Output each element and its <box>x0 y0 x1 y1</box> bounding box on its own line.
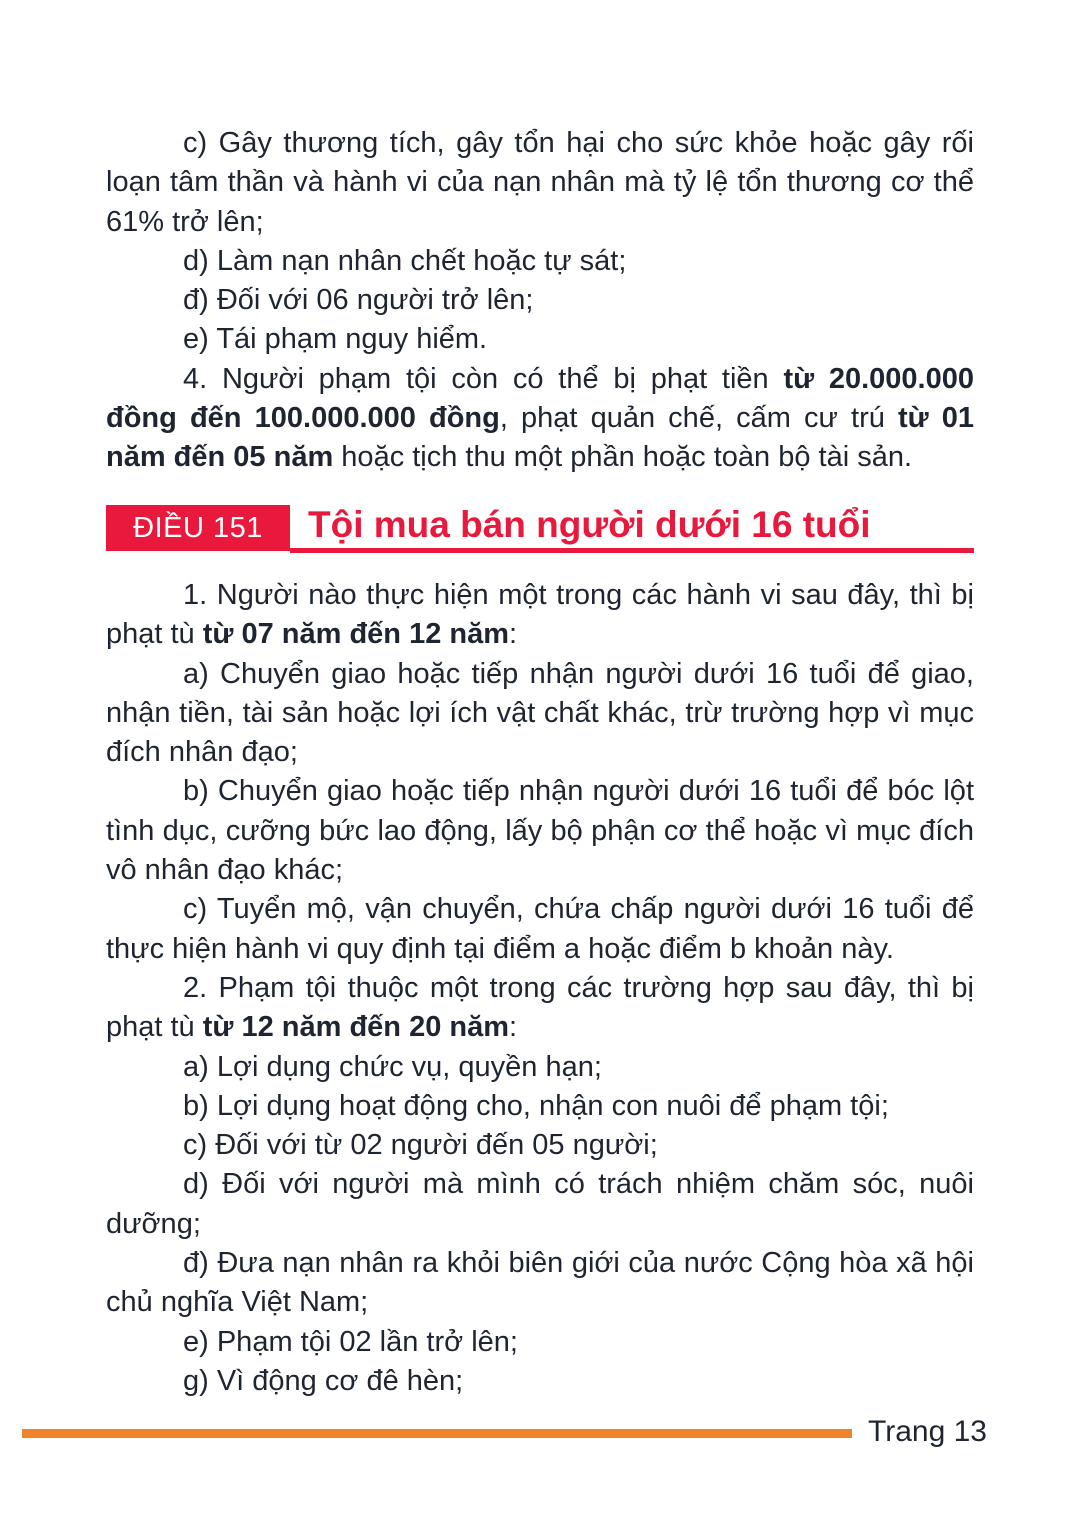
top-section <box>106 124 974 478</box>
clause-1 <box>106 576 974 655</box>
clause-2-text-2: : <box>509 1011 518 1044</box>
item-e: e) Tái phạm nguy hiểm. <box>183 323 488 356</box>
article-title: Tội mua bán người dưới 16 tuổi <box>308 504 871 545</box>
item-d: d) Làm nạn nhân chết hoặc tự sát; <box>183 244 627 277</box>
clause-2-item-e: e) Phạm tội 02 lần trở lên; <box>183 1325 518 1358</box>
item-dd: đ) Đối với 06 người trở lên; <box>183 284 534 317</box>
clause-2-item-a: a) Lợi dụng chức vụ, quyền hạn; <box>183 1050 602 1083</box>
article-body <box>106 576 974 1401</box>
clause-2-item-c: c) Đối với từ 02 người đến 05 người; <box>183 1129 658 1162</box>
clause-2-item-b: b) Lợi dụng hoạt động cho, nhận con nuôi để phạm tội; <box>183 1089 889 1122</box>
clause-2-penalty: từ 12 năm đến 20 năm <box>202 1011 510 1044</box>
article-badge: ĐIỀU 151 <box>106 505 290 551</box>
clause-1-penalty: từ 07 năm đến 12 năm <box>202 618 510 651</box>
clause-4-text-1: 4. Người phạm tội còn có thể bị phạt tiền <box>183 362 784 395</box>
clause-2-item-g: g) Vì động cơ đê hèn; <box>183 1364 464 1397</box>
clause-1-item-b: b) Chuyển giao hoặc tiếp nhận người dưới 16 tuổi để bóc lột tình dục, cưỡng bức lao động, lấy bộ phận cơ thể hoặc vì mục đích vô nhân đạo khác; <box>106 775 974 887</box>
clause-1-text-1: 1. Người nào thực hiện một trong các hành vi sau đây, thì bị phạt tù <box>106 579 974 651</box>
clause-4-text-3: hoặc tịch thu một phần hoặc toàn bộ tài sản. <box>333 441 913 474</box>
clause-4-fine-range: từ 20.000.000 đồng đến 100.000.000 đồng <box>106 362 975 435</box>
item-c: c) Gây thương tích, gây tổn hại cho sức khỏe hoặc gây rối loạn tâm thần và hành vi của nạn nhân mà tỷ lệ tổn thương cơ thể 61% trở lên; <box>106 127 974 238</box>
clause-4-text-2: , phạt quản chế, cấm cư trú <box>499 402 898 435</box>
page-number: Trang 13 <box>868 1415 987 1448</box>
clause-4-term-range: từ 01 năm đến 05 năm <box>106 402 974 474</box>
footer-bar <box>22 1429 852 1438</box>
clause-4 <box>106 360 974 478</box>
clause-2-item-dd: đ) Đưa nạn nhân ra khỏi biên giới của nước Cộng hòa xã hội chủ nghĩa Việt Nam; <box>106 1247 974 1319</box>
clause-2-text-1: 2. Phạm tội thuộc một trong các trường hợp sau đây, thì bị phạt tù <box>106 971 974 1044</box>
clause-2 <box>106 969 974 1048</box>
clause-1-text-2: : <box>509 618 518 651</box>
heading-underline <box>290 548 974 553</box>
clause-1-item-a: a) Chuyển giao hoặc tiếp nhận người dưới 16 tuổi để giao, nhận tiền, tài sản hoặc lợi ích vật chất khác, trừ trường hợp vì mục đích nhân đạo; <box>106 657 974 769</box>
clause-1-item-c: c) Tuyển mộ, vận chuyển, chứa chấp người dưới 16 tuổi để thực hiện hành vi quy định tại điểm a hoặc điểm b khoản này. <box>106 893 974 965</box>
article-heading <box>106 500 974 556</box>
clause-2-item-d: d) Đối với người mà mình có trách nhiệm chăm sóc, nuôi dưỡng; <box>106 1168 974 1240</box>
